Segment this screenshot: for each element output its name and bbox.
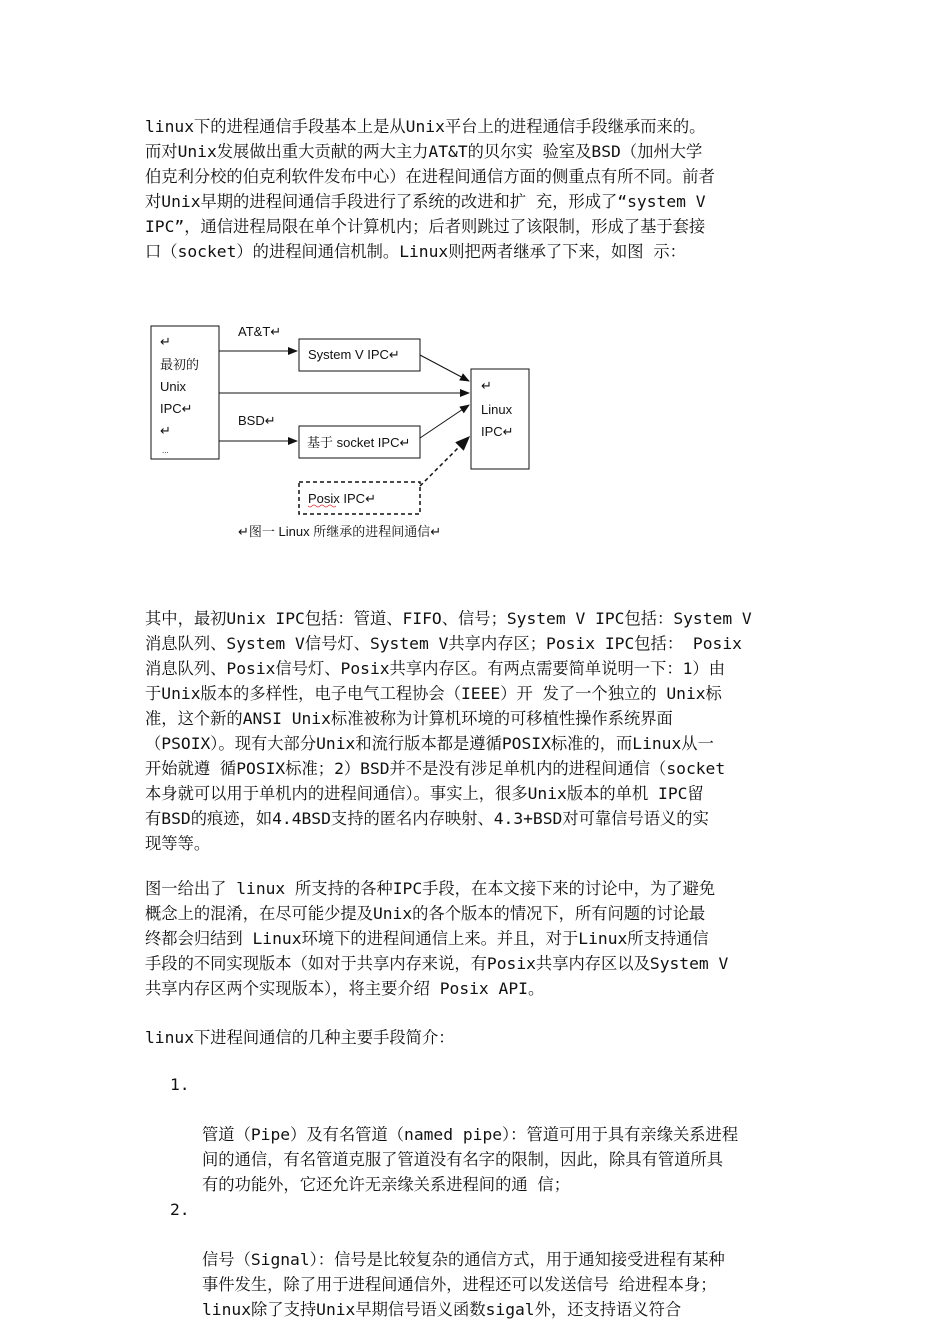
list-text: 管道（Pipe）及有名管道（named pipe）：管道可用于具有亲缘关系进程 间的通信，有名管道克服了管道没有名字的限制，因此，除具有管道所具 有的功能外，它还允许无亲缘关系进程间的通 信；: [202, 1125, 739, 1194]
unix-box-line-4: IPC↵: [160, 401, 193, 416]
att-label: AT&T↵: [238, 324, 282, 339]
intro-paragraph: linux下的进程通信手段基本上是从Unix平台上的进程通信手段继承而来的。 而对Unix发展做出重大贡献的两大主力AT&T的贝尔实 验室及BSD（加州大学 伯克利分校的伯克利软件发布中心）在进程间通信方面的侧重点有所不同。前者 对Unix早期的进程间通信手段进行了系统的改进和扩 充，形成了“system V IPC”，通信进程局限在单个计算机内；后者则跳过了该限制，形成了基于套接 口（socket）的进程间通信机制。Linux则把两者继承了下来，如图 示：: [145, 117, 715, 261]
unix-box-line-5: ↵: [160, 423, 171, 438]
bsd-label: BSD↵: [238, 413, 276, 428]
unix-box-line-2: 最初的: [160, 357, 200, 372]
sysv-ipc-label: System V IPC↵: [308, 347, 400, 362]
sysv-to-linux-arrow: [420, 355, 469, 381]
list-item: [145, 1072, 810, 1197]
list-number: 2.: [170, 1200, 190, 1219]
overview-paragraph: 图一给出了 linux 所支持的各种IPC手段，在本文接下来的讨论中，为了避免 概念上的混淆，在尽可能少提及Unix的各个版本的情况下，所有问题的讨论最 终都会归结到 Linux环境下的进程间通信上来。并且，对于Linux所支持通信 手段的不同实现版本（如对于共享内存来说，有Posix共享内存区以及System V 共享内存区两个实现版本），将主要介绍 Posix API。: [145, 879, 729, 998]
list-number: 1.: [170, 1075, 190, 1094]
socket-ipc-label: 基于 socket IPC↵: [307, 435, 411, 450]
list-text: 信号（Signal）：信号是比较复杂的通信方式，用于通知接受进程有某种 事件发生，除了用于进程间通信外，进程还可以发送信号 给进程本身； linux除了支持Unix早期信号语义函数sigal外，还支持语义符合: [202, 1250, 725, 1319]
unix-box-line-3: Unix: [160, 379, 187, 394]
linux-box-line-1: ↵: [481, 378, 492, 393]
list-item: [145, 1197, 810, 1322]
posix-ipc-label: Posix IPC↵: [308, 491, 376, 506]
linux-ipc-box: [471, 369, 529, 469]
posix-to-linux-arrow: [420, 437, 469, 486]
unix-box-line-1: ↵: [160, 334, 171, 349]
ipc-types-paragraph: 其中，最初Unix IPC包括：管道、FIFO、信号；System V IPC包括：System V 消息队列、System V信号灯、System V共享内存区；Posix IPC包括： Posix 消息队列、Posix信号灯、Posix共享内存区。有两点需要简单说明一下：1）由 于Unix版本的多样性，电子电气工程协会（IEEE）开 发了一个独立的 Unix标 准，这个新的ANSI Unix标准被称为计算机环境的可移植性操作系统界面 （PSOIX）。现有大部分Unix和流行版本都是遵循POSIX标准的，而Linux从一 开始就遵 循POSIX标准；2）BSD并不是没有涉足单机内的进程间通信（socket 本身就可以用于单机内的进程间通信）。事实上，很多Unix版本的单机 IPC留 有BSD的痕迹，如4.4BSD支持的匿名内存映射、4.3+BSD对可靠信号语义的实 现等等。: [145, 609, 752, 853]
socket-to-linux-arrow: [420, 405, 469, 438]
ipc-inheritance-diagram: [140, 310, 560, 550]
unix-box-line-6: ...: [162, 446, 169, 455]
ipc-methods-list: [145, 1072, 810, 1322]
section-intro: linux下进程间通信的几种主要手段简介：: [145, 1028, 455, 1047]
linux-box-line-2: Linux: [481, 402, 513, 417]
linux-box-line-3: IPC↵: [481, 424, 514, 439]
diagram-caption: ↵图一 Linux 所继承的进程间通信↵: [238, 524, 442, 539]
